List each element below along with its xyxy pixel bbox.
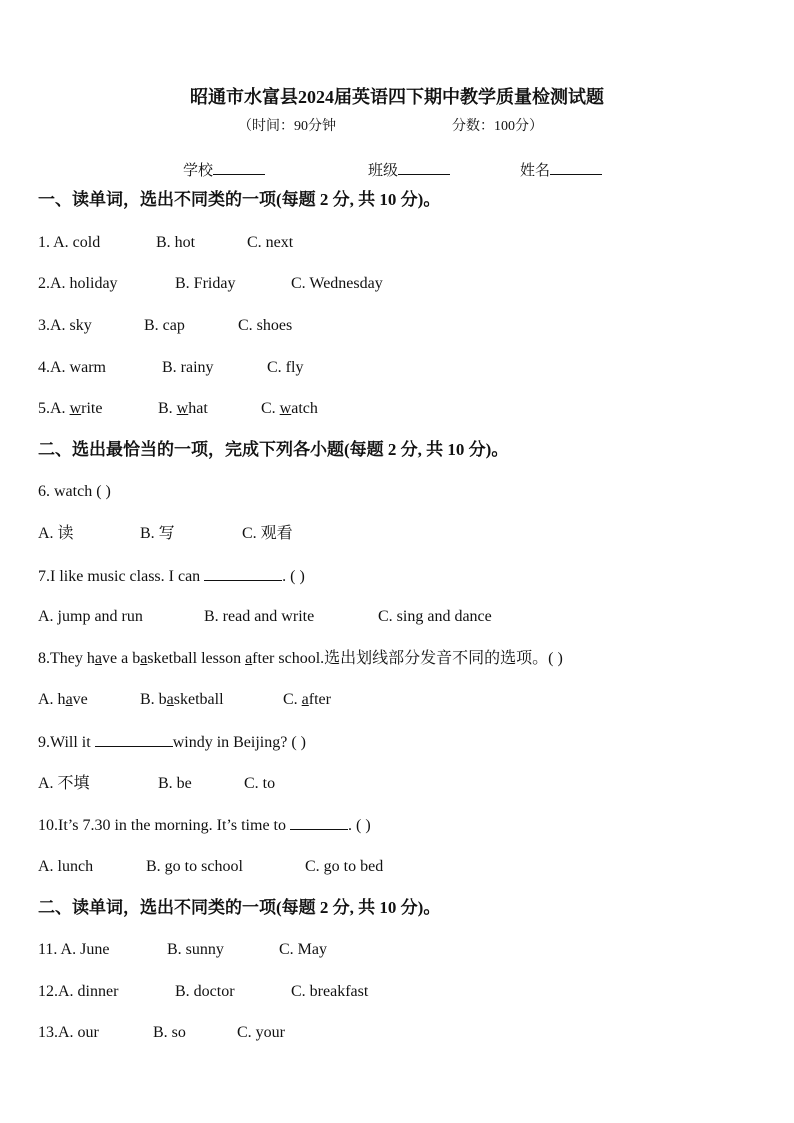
q11-number: 11. bbox=[38, 941, 61, 958]
school-label: 学校 bbox=[183, 163, 214, 179]
school-blank bbox=[213, 160, 265, 175]
q11-option-c: C. May bbox=[279, 941, 327, 958]
question-3 bbox=[38, 316, 293, 336]
q10-option-c: C. go to bed bbox=[305, 858, 384, 875]
q5-option-c: C. watch bbox=[261, 400, 318, 417]
class-field bbox=[368, 160, 450, 181]
q12-option-c: C. breakfast bbox=[291, 983, 369, 1000]
q6-option-a: A. 读 bbox=[38, 525, 74, 542]
question-7-stem: 7.I like music class. I can . ( ) bbox=[38, 568, 305, 585]
q9-option-a: A. 不填 bbox=[38, 775, 90, 792]
question-7-options bbox=[38, 607, 492, 627]
q1-option-b: B. hot bbox=[156, 234, 196, 251]
q8-option-a: A. have bbox=[38, 691, 88, 708]
page-title: 昭通市水富县2024届英语四下期中教学质量检测试题 bbox=[190, 87, 604, 107]
q13-option-a: A. our bbox=[58, 1024, 99, 1041]
q5-option-a: A. write bbox=[50, 400, 103, 417]
q4-option-c: C. fly bbox=[267, 359, 304, 376]
name-blank bbox=[550, 160, 602, 175]
q5-option-b: B. what bbox=[158, 400, 208, 417]
q2-option-c: C. Wednesday bbox=[291, 275, 383, 292]
q8-option-c: C. after bbox=[283, 691, 331, 708]
question-9-stem: 9.Will it windy in Beijing? ( ) bbox=[38, 734, 306, 751]
q4-option-a: A. warm bbox=[50, 359, 106, 376]
exam-score: 分数：100分） bbox=[452, 119, 543, 134]
q2-option-b: B. Friday bbox=[175, 275, 236, 292]
q10-option-a: A. lunch bbox=[38, 858, 94, 875]
section-2-heading: 二、选出最恰当的一项，完成下列各小题(每题 2 分, 共 10 分)。 bbox=[38, 440, 509, 459]
q3-option-a: A. sky bbox=[50, 317, 92, 334]
q10-option-b: B. go to school bbox=[146, 858, 243, 875]
q2-option-a: A. holiday bbox=[50, 275, 118, 292]
q3-number: 3. bbox=[38, 317, 50, 334]
q6-option-c: C. 观看 bbox=[242, 525, 293, 542]
q7-option-c: C. sing and dance bbox=[378, 608, 492, 625]
class-label: 班级 bbox=[368, 163, 399, 179]
q7-option-a: A. jump and run bbox=[38, 608, 143, 625]
q9-option-b: B. be bbox=[158, 775, 192, 792]
q9-blank bbox=[95, 732, 173, 747]
q9-option-c: C. to bbox=[244, 775, 276, 792]
q5-number: 5. bbox=[38, 400, 50, 417]
q10-blank bbox=[290, 815, 348, 830]
question-11 bbox=[38, 940, 327, 960]
question-10-options bbox=[38, 857, 384, 877]
q4-option-b: B. rainy bbox=[162, 359, 214, 376]
school-field bbox=[183, 160, 265, 181]
q13-option-b: B. so bbox=[153, 1024, 186, 1041]
q2-number: 2. bbox=[38, 275, 50, 292]
q3-option-b: B. cap bbox=[144, 317, 185, 334]
question-9-options bbox=[38, 774, 276, 794]
q13-option-c: C. your bbox=[237, 1024, 285, 1041]
question-10-stem: 10.It’s 7.30 in the morning. It’s time to . ( ) bbox=[38, 817, 371, 834]
q11-option-a: A. June bbox=[60, 941, 110, 958]
q6-option-b: B. 写 bbox=[140, 525, 175, 542]
q7-option-b: B. read and write bbox=[204, 608, 315, 625]
question-2 bbox=[38, 274, 383, 294]
question-12 bbox=[38, 982, 369, 1002]
section-3-heading: 二、读单词，选出不同类的一项(每题 2 分, 共 10 分)。 bbox=[38, 898, 441, 917]
q11-option-b: B. sunny bbox=[167, 941, 224, 958]
section-1-heading: 一、读单词，选出不同类的一项(每题 2 分, 共 10 分)。 bbox=[38, 190, 441, 209]
name-field bbox=[520, 160, 602, 181]
q12-option-b: B. doctor bbox=[175, 983, 235, 1000]
q12-option-a: A. dinner bbox=[58, 983, 119, 1000]
q13-number: 13. bbox=[38, 1024, 58, 1041]
class-blank bbox=[398, 160, 450, 175]
question-6-stem: 6. watch ( ) bbox=[38, 483, 111, 500]
name-label: 姓名 bbox=[520, 163, 551, 179]
question-1 bbox=[38, 233, 294, 253]
question-4 bbox=[38, 358, 304, 378]
question-8-stem: 8.They have a basketball lesson after school.选出划线部分发音不同的选项。( ) bbox=[38, 650, 563, 667]
q1-option-a: A. cold bbox=[53, 234, 101, 251]
question-13 bbox=[38, 1023, 285, 1043]
q3-option-c: C. shoes bbox=[238, 317, 293, 334]
q4-number: 4. bbox=[38, 359, 50, 376]
q7-blank bbox=[204, 566, 282, 581]
question-6-options bbox=[38, 524, 293, 544]
q1-number: 1. bbox=[38, 234, 54, 251]
q12-number: 12. bbox=[38, 983, 58, 1000]
question-5 bbox=[38, 399, 318, 419]
q1-option-c: C. next bbox=[247, 234, 294, 251]
question-8-options bbox=[38, 690, 331, 710]
exam-time: （时间：90分钟 bbox=[238, 119, 336, 134]
q8-option-b: B. basketball bbox=[140, 691, 224, 708]
